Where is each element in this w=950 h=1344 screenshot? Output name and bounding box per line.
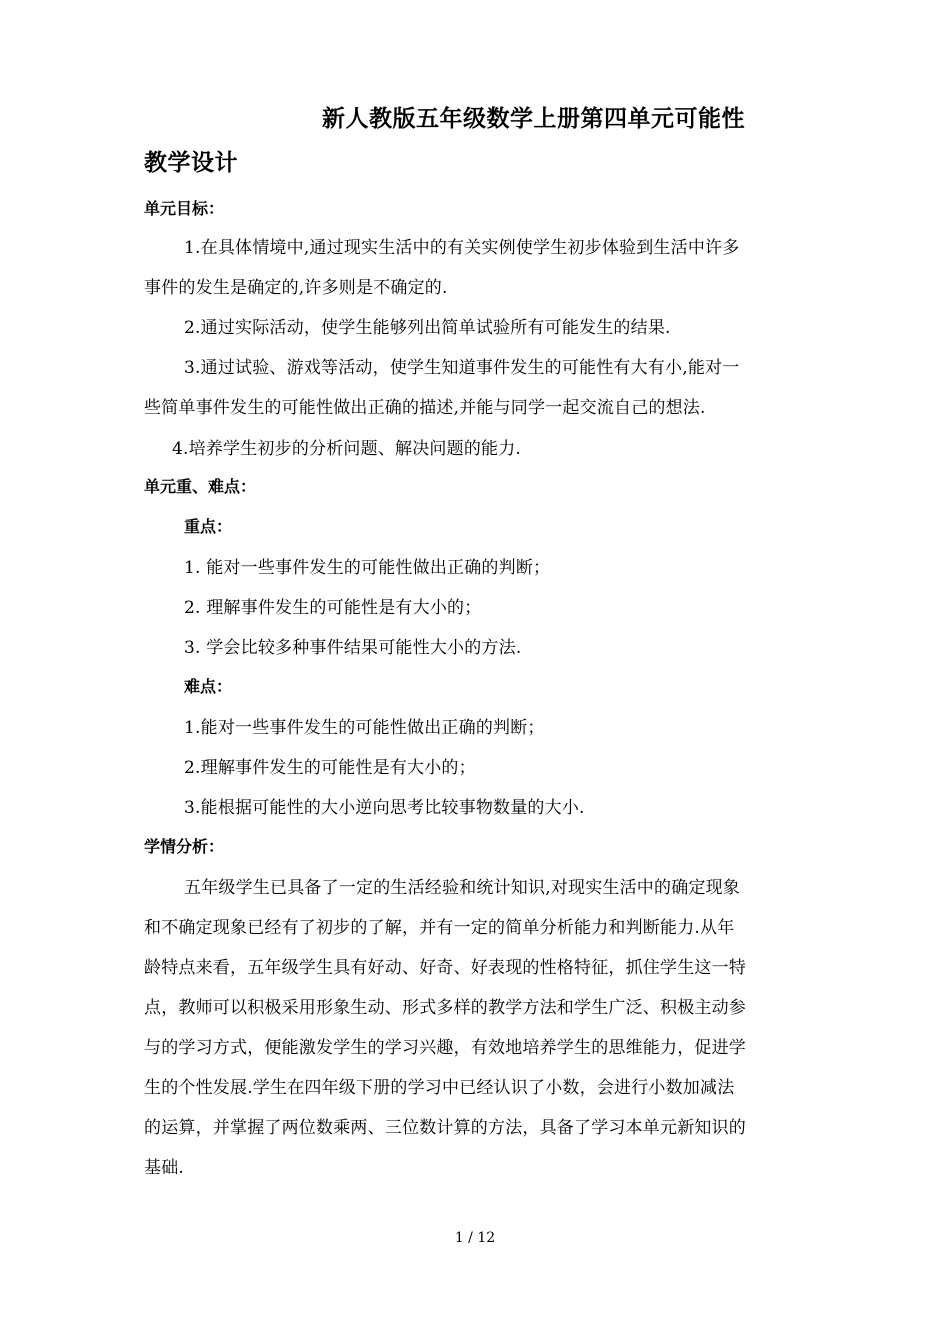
unit-goal-line: 3.通过试验、游戏等活动，使学生知道事件发生的可能性有大有小,能对一 <box>184 358 740 378</box>
analysis-heading: 学情分析： <box>144 837 225 856</box>
focus-line: 3. 学会比较多种事件结果可能性大小的方法. <box>184 638 522 658</box>
analysis-line: 五年级学生已具备了一定的生活经验和统计知识,对现实生活中的确定现象 <box>184 878 741 898</box>
focus-heading: 重点： <box>184 517 233 536</box>
document-title-line2: 教学设计 <box>144 150 238 176</box>
analysis-line: 的运算，并掌握了两位数乘两、三位数计算的方法，具备了学习本单元新知识的 <box>144 1118 746 1138</box>
unit-goal-line: 事件的发生是确定的,许多则是不确定的. <box>144 278 448 298</box>
difficulty-heading: 难点： <box>184 677 233 696</box>
difficulty-line: 2.理解事件发生的可能性是有大小的； <box>184 758 476 778</box>
unit-goal-line: 1.在具体情境中,通过现实生活中的有关实例使学生初步体验到生活中许多 <box>184 238 740 258</box>
analysis-line: 生的个性发展.学生在四年级下册的学习中已经认识了小数，会进行小数加减法 <box>144 1078 735 1098</box>
focus-line: 2. 理解事件发生的可能性是有大小的； <box>184 598 482 618</box>
document-title-line1: 新人教版五年级数学上册第四单元可能性 <box>322 106 745 132</box>
analysis-line: 基础. <box>144 1158 185 1178</box>
key-points-heading: 单元重、难点： <box>144 477 257 496</box>
analysis-line: 与的学习方式，便能激发学生的学习兴趣，有效地培养学生的思维能力，促进学 <box>144 1038 746 1058</box>
unit-goal-line: 4.培养学生初步的分析问题、解决问题的能力. <box>172 439 522 459</box>
unit-goal-line: 些简单事件发生的可能性做出正确的描述,并能与同学一起交流自己的想法. <box>144 398 706 418</box>
unit-goal-line: 2.通过实际活动，使学生能够列出简单试验所有可能发生的结果. <box>184 318 671 338</box>
unit-goals-heading: 单元目标： <box>144 199 225 218</box>
difficulty-line: 3.能根据可能性的大小逆向思考比较事物数量的大小. <box>184 798 585 818</box>
analysis-line: 和不确定现象已经有了初步的了解，并有一定的简单分析能力和判断能力.从年 <box>144 918 735 938</box>
difficulty-line: 1.能对一些事件发生的可能性做出正确的判断； <box>184 718 545 738</box>
analysis-line: 龄特点来看，五年级学生具有好动、好奇、好表现的性格特征，抓住学生这一特 <box>144 958 746 978</box>
focus-line: 1. 能对一些事件发生的可能性做出正确的判断； <box>184 558 551 578</box>
page-indicator: 1 / 12 <box>454 1230 496 1246</box>
analysis-line: 点，教师可以积极采用形象生动、形式多样的教学方法和学生广泛、积极主动参 <box>144 998 746 1018</box>
